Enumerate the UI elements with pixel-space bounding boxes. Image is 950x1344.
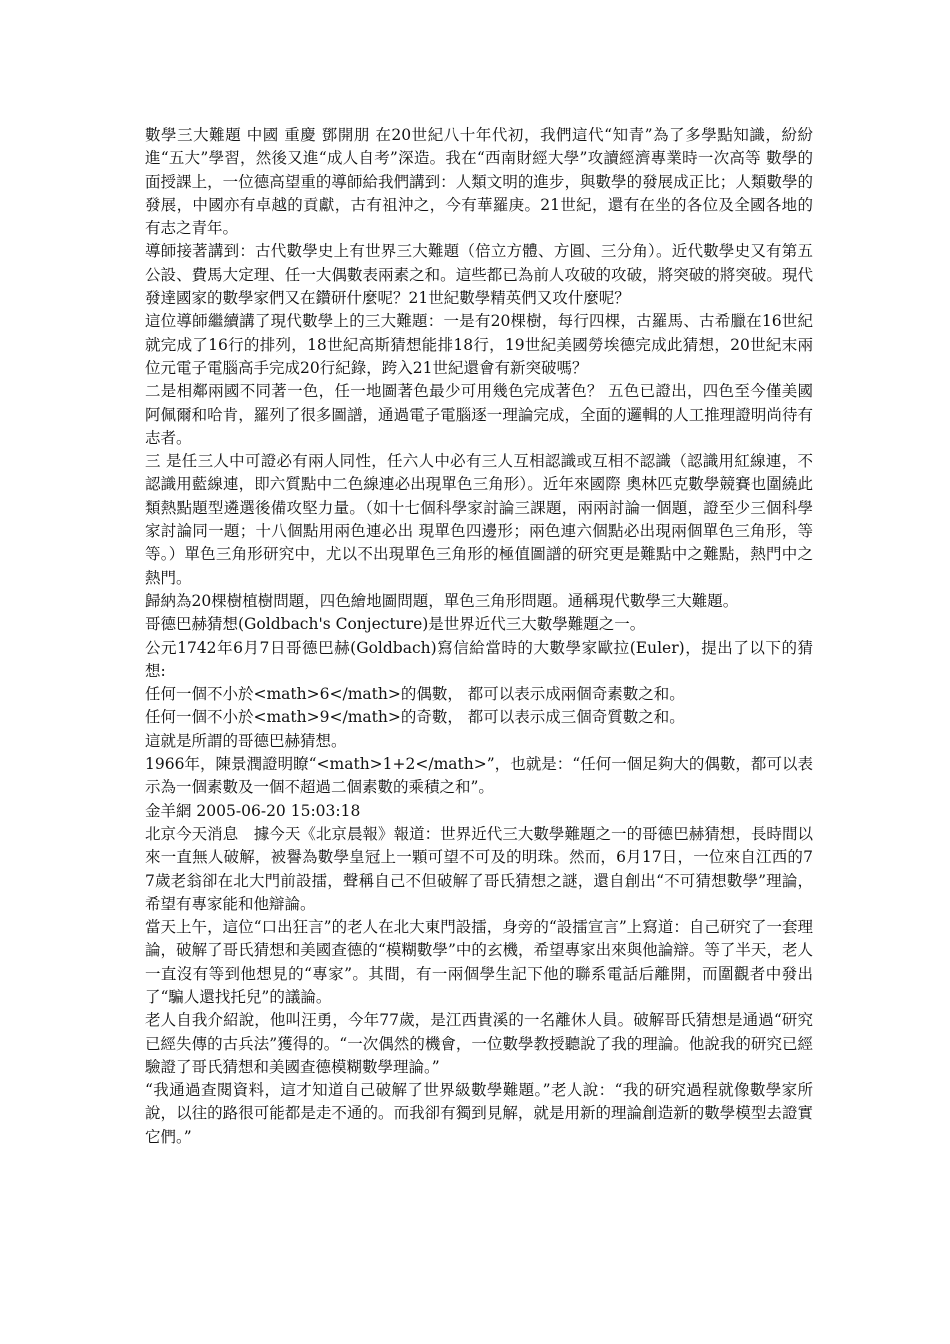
paragraph-conjecture-name: 這就是所謂的哥德巴赫猜想。 (145, 731, 347, 750)
paragraph-conjecture-even: 任何一個不小於<math>6</math>的偶數， 都可以表示成兩個奇素數之和。 (145, 685, 685, 704)
paragraph-four-color: 二是相鄰兩國不同著一色，任一地圖著色最少可用幾色完成著色？ 五色已證出，四色至今僅美國阿佩爾和哈肯，羅列了很多圖譜，通過電子電腦逐一理論完成，全面的邏輯的人工推理證明尚待有志者。 (145, 382, 813, 447)
paragraph-goldbach-letter: 公元1742年6月7日哥德巴赫(Goldbach)寫信給當時的大數學家歐拉(Euler)，提出了以下的猜想: (145, 638, 813, 680)
paragraph-news-lead: 北京今天消息 據今天《北京晨報》報道：世界近代三大數學難題之一的哥德巴赫猜想，長時間以來一直無人破解，被譽為數學皇冠上一顆可望不可及的明珠。然而，6月17日，一位來自江西的77歲老翁卻在北大門前設擂，聲稱自己不但破解了哥氏猜想之謎，還自創出“不可猜想數學”理論，希望有專家能和他辯論。 (145, 824, 813, 913)
paragraph-ancient-problems: 導師接著講到：古代數學史上有世界三大難題（倍立方體、方圓、三分角）。近代數學史又有第五公設、費馬大定理、任一大偶數表兩素之和。這些都已為前人攻破的攻破，將突破的將突破。現代發達國家的數學家們又在鑽研什麼呢？21世紀數學精英們又攻什麼呢？ (145, 242, 813, 308)
article-body (145, 124, 813, 1149)
paragraph-summary: 歸納為20棵樹植樹問題，四色繪地圖問題，單色三角形問題。通稱現代數學三大難題。 (145, 591, 739, 610)
paragraph-goldbach-intro: 哥德巴赫猜想(Goldbach's Conjecture)是世界近代三大數學難題之一。 (145, 615, 646, 634)
paragraph-monochrome-triangle: 三 是任三人中可證必有兩人同性，任六人中必有三人互相認識或互相不認識（認識用紅線連，不認識用藍線連，即六質點中二色線連必出現單色三角形）。近年來國際 奧林匹克數學競賽也圍繞此類熱點題型遴選後備攻堅力量。（如十七個科學家討論三課題，兩兩討論一個題，證至少三個科學家討論同一題；十八個點用兩色連必出 現單色四邊形；兩色連六個點必出現兩個單色三角形，等等。）單色三角形研究中，尤以不出現單色三角形的極值圖譜的研究更是難點中之難點，熱門中之熱門。 (145, 452, 813, 587)
paragraph-news-profile: 老人自我介紹說，他叫汪勇，今年77歲，是江西貴溪的一名離休人員。破解哥氏猜想是通過“研究已經失傳的古兵法”獲得的。“一次偶然的機會，一位數學教授聽說了我的理論。他說我的研究已經驗證了哥氏猜想和美國查德模糊數學理論。” (145, 1011, 813, 1076)
paragraph-chen-jingrun: 1966年，陳景潤證明瞭“<math>1+2</math>”，也就是：“任何一個足夠大的偶數，都可以表示為一個素數及一個不超過二個素數的乘積之和”。 (145, 755, 813, 797)
paragraph-news-event: 當天上午，這位“口出狂言”的老人在北大東門設擂，身旁的“設擂宣言”上寫道：自己研究了一套理論，破解了哥氏猜想和美國查德的“模糊數學”中的玄機，希望專家出來與他論辯。等了半天，老人一直沒有等到他想見的“專家”。其間，有一兩個學生記下他的聯系電話后離開，而圍觀者中發出了“騙人還找托兒”的議論。 (145, 918, 813, 1006)
paragraph-news-quote: “我通過查閱資料，這才知道自己破解了世界級數學難題。”老人說：“我的研究過程就像數學家所說，以往的路很可能都是走不通的。而我卻有獨到見解，就是用新的理論創造新的數學模型去證實它們。” (145, 1081, 813, 1146)
paragraph-intro: 數學三大難題 中國 重慶 鄧開朋 在20世紀八十年代初，我們這代“知青”為了多學點知識，紛紛進“五大”學習，然後又進“成人自考”深造。我在“西南財經大學”攻讀經濟專業時一次高等 數學的面授課上，一位德高望重的導師給我們講到：人類文明的進步，與數學的發展成正比；人類數學的發展，中國亦有卓越的貢獻，古有祖沖之，今有華羅庚。21世紀，還有在坐的各位及全國各地的有志之青年。 (145, 126, 813, 238)
paragraph-tree-planting: 這位導師繼續講了現代數學上的三大難題：一是有20棵樹，每行四棵，古羅馬、古希臘在16世紀就完成了16行的排列，18世紀高斯猜想能排18行，19世紀美國勞埃德完成此猜想，20世紀末兩位元電子電腦高手完成20行紀錄，跨入21世紀還會有新突破嗎？ (145, 312, 813, 377)
paragraph-conjecture-odd: 任何一個不小於<math>9</math>的奇數， 都可以表示成三個奇質數之和。 (145, 708, 685, 727)
paragraph-source-dateline: 金羊網 2005-06-20 15:03:18 (145, 801, 361, 820)
